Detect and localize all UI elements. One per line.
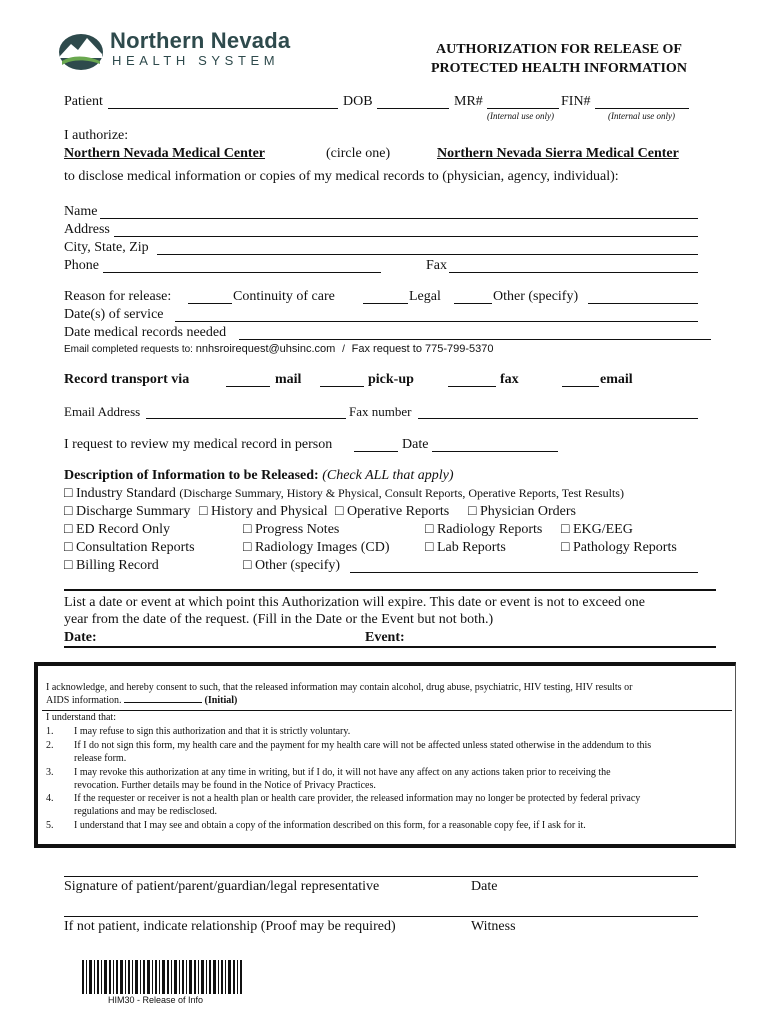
mr-note: (Internal use only) (487, 111, 554, 121)
legal-blank[interactable] (363, 303, 408, 304)
name-label: Name (64, 204, 98, 219)
check-operative-reports[interactable] (335, 504, 449, 520)
dates-of-service-label: Date(s) of service (64, 307, 164, 322)
item-text: release form. (74, 753, 127, 764)
check-billing-record[interactable] (64, 558, 159, 574)
continuity-blank[interactable] (188, 303, 232, 304)
understand-label: I understand that: (46, 712, 116, 723)
consent-line2 (46, 695, 237, 706)
check-ekg-eeg[interactable] (561, 522, 633, 538)
checkbox-icon[interactable]: □ (199, 504, 208, 519)
check-label: Operative Reports (346, 504, 450, 519)
checkbox-icon[interactable]: □ (64, 504, 73, 519)
facility-option-nnmc[interactable]: Northern Nevada Medical Center (64, 146, 266, 161)
barcode-caption: HIM30 - Release of Info (108, 995, 204, 1005)
checkbox-icon[interactable]: □ (243, 558, 252, 573)
check-radiology-images[interactable] (243, 540, 390, 556)
mountain-logo-icon (58, 28, 104, 72)
initial-label: (Initial) (204, 695, 238, 706)
expiration-date-label: Date: (64, 630, 97, 645)
signature-date-label: Date (471, 879, 498, 894)
expiration-text-line2: year from the date of the request. (Fill in the Date or the Event but not both.) (64, 612, 494, 627)
item-text: I may revoke this authorization at any time in writing, but if I do, it will not have any affect on any actions taken prior to receiving the (74, 767, 611, 778)
transport-fax: fax (500, 372, 519, 387)
expiration-date-event-field[interactable] (64, 646, 716, 648)
email-blank[interactable] (562, 386, 599, 387)
item-number: 2. (46, 740, 54, 751)
checkbox-icon[interactable]: □ (561, 522, 570, 537)
relationship-label: If not patient, indicate relationship (Proof may be required) (64, 919, 396, 934)
dates-of-service-field[interactable] (175, 321, 698, 322)
expiration-event-label: Event: (365, 630, 405, 645)
check-history-physical[interactable] (199, 504, 328, 520)
acknowledgement-box (34, 662, 736, 848)
city-state-zip-field[interactable] (157, 254, 698, 255)
other-blank[interactable] (454, 303, 492, 304)
city-state-zip-label: City, State, Zip (64, 240, 149, 255)
item-text: I understand that I may see and obtain a copy of the information described on this form, for a reasonable copy fee, if I ask for it. (74, 820, 586, 831)
checkbox-icon[interactable]: □ (561, 540, 570, 555)
checkbox-icon[interactable]: □ (243, 540, 252, 555)
patient-field[interactable] (108, 108, 338, 109)
date-needed-label: Date medical records needed (64, 325, 227, 340)
barcode-icon (82, 960, 242, 994)
fax-request: Fax request to 775-799-5370 (351, 343, 494, 355)
fin-field[interactable] (595, 108, 689, 109)
relationship-field[interactable] (64, 916, 698, 917)
review-date-label: Date (402, 437, 429, 452)
pickup-blank[interactable] (320, 386, 364, 387)
review-blank[interactable] (354, 451, 398, 452)
review-text: I request to review my medical record in person (64, 437, 333, 452)
consent-line2-text: AIDS information. (46, 695, 122, 706)
check-label: Progress Notes (254, 522, 340, 537)
reason-legal: Legal (409, 289, 441, 304)
item-text: If I do not sign this form, my health care and the payment for my health care will not be affected unless stated otherwise in the addendum to this (74, 740, 652, 751)
item-text: If the requester or receiver is not a health plan or health care provider, the released information may no longer be protected by federal privacy (74, 793, 641, 804)
expiration-text-line1: List a date or event at which point this Authorization will expire. This date or event is not to exceed one (64, 595, 645, 610)
description-heading-note: (Check ALL that apply) (322, 468, 454, 483)
check-label: Discharge Summary (75, 504, 191, 519)
signature-label: Signature of patient/parent/guardian/legal representative (64, 879, 380, 894)
reason-other: Other (specify) (493, 289, 579, 304)
reason-continuity: Continuity of care (233, 289, 335, 304)
item-text: revocation. Further details may be found in the Notice of Privacy Practices. (74, 780, 376, 791)
other-specify-field[interactable] (588, 303, 698, 304)
item-number: 4. (46, 793, 54, 804)
check-label: Radiology Images (CD) (254, 540, 390, 555)
name-field[interactable] (100, 218, 698, 219)
item-number: 5. (46, 820, 54, 831)
box-divider (42, 710, 732, 711)
check-label: Billing Record (75, 558, 159, 573)
check-consultation-reports[interactable] (64, 540, 195, 556)
check-label: Lab Reports (436, 540, 506, 555)
checkbox-icon[interactable]: □ (64, 522, 73, 537)
item-text: I may refuse to sign this authorization and that it is strictly voluntary. (74, 726, 351, 737)
logo-subtitle: HEALTH SYSTEM (112, 53, 280, 68)
reason-label: Reason for release: (64, 289, 172, 304)
transport-email: email (600, 372, 633, 387)
check-label: ED Record Only (75, 522, 171, 537)
fax-blank[interactable] (448, 386, 496, 387)
transport-mail: mail (275, 372, 302, 387)
industry-standard-detail: (Discharge Summary, History & Physical, Consult Reports, Operative Reports, Test Results) (179, 486, 624, 500)
fax-number-field[interactable] (418, 418, 698, 419)
email-address-label: Email Address (64, 404, 141, 419)
checkbox-icon[interactable]: □ (64, 486, 73, 501)
review-date-field[interactable] (432, 451, 558, 452)
transport-label: Record transport via (64, 372, 190, 387)
check-pathology-reports[interactable] (561, 540, 677, 556)
item-number: 1. (46, 726, 54, 737)
checkbox-icon[interactable]: □ (425, 540, 434, 555)
separator: / (342, 344, 345, 355)
phone-field[interactable] (103, 272, 381, 273)
email-note-prefix: Email completed requests to: (64, 344, 193, 355)
checkbox-icon[interactable]: □ (64, 558, 73, 573)
item-number: 3. (46, 767, 54, 778)
check-other-specify[interactable] (243, 558, 340, 574)
dob-field[interactable] (377, 108, 449, 109)
transport-pickup: pick-up (368, 372, 414, 387)
form-title-line1: AUTHORIZATION FOR RELEASE OF (436, 42, 682, 57)
address-label: Address (64, 222, 110, 237)
authorize-label: I authorize: (64, 128, 129, 143)
checkbox-icon[interactable]: □ (425, 522, 434, 537)
checkbox-icon[interactable]: □ (243, 522, 252, 537)
check-label: Pathology Reports (572, 540, 677, 555)
check-label: Other (specify) (254, 558, 341, 573)
check-label: EKG/EEG (572, 522, 633, 537)
check-discharge-summary[interactable] (64, 504, 190, 520)
checkbox-icon[interactable]: □ (64, 540, 73, 555)
item-text: regulations and may be redisclosed. (74, 806, 218, 817)
fin-note: (Internal use only) (608, 111, 675, 121)
checkbox-icon[interactable]: □ (335, 504, 344, 519)
checkbox-icon[interactable]: □ (468, 504, 477, 519)
form-title-line2: PROTECTED HEALTH INFORMATION (431, 61, 687, 76)
check-progress-notes[interactable] (243, 522, 339, 538)
mr-field[interactable] (487, 108, 559, 109)
check-label: Consultation Reports (75, 540, 195, 555)
industry-standard-item[interactable] (64, 486, 624, 502)
fax-field[interactable] (449, 272, 698, 273)
email-address: nnhsroirequest@uhsinc.com (195, 343, 336, 355)
phone-label: Phone (64, 258, 99, 273)
circle-one-note: (circle one) (326, 146, 391, 161)
divider (64, 589, 716, 591)
description-heading (64, 468, 454, 484)
fax-label: Fax (426, 258, 447, 273)
signature-field[interactable] (64, 876, 698, 877)
check-label: History and Physical (210, 504, 328, 519)
industry-standard-label: Industry Standard (75, 486, 176, 501)
witness-label: Witness (471, 919, 516, 934)
check-label: Physician Orders (479, 504, 577, 519)
other-specify-line[interactable] (350, 572, 698, 573)
email-address-field[interactable] (146, 418, 346, 419)
address-field[interactable] (114, 236, 698, 237)
fin-label: FIN# (561, 94, 591, 109)
mr-label: MR# (454, 94, 483, 109)
check-label: Radiology Reports (436, 522, 543, 537)
patient-label: Patient (64, 94, 103, 109)
initial-field[interactable] (124, 702, 202, 703)
fax-number-label: Fax number (349, 404, 412, 419)
description-heading-text: Description of Information to be Released: (64, 468, 319, 483)
logo (58, 28, 298, 72)
check-radiology-reports[interactable] (425, 522, 542, 538)
dob-label: DOB (343, 94, 373, 109)
check-ed-record[interactable] (64, 522, 170, 538)
facility-option-nnsmc[interactable]: Northern Nevada Sierra Medical Center (437, 146, 679, 161)
consent-line1: I acknowledge, and hereby consent to such, that the released information may contain alcohol, drug abuse, psychiatric, HIV testing, HIV results or (46, 682, 633, 693)
email-note (64, 343, 494, 355)
check-lab-reports[interactable] (425, 540, 506, 556)
disclose-text: to disclose medical information or copies of my medical records to (physician, agency, individual): (64, 169, 619, 184)
logo-name: Northern Nevada (110, 28, 291, 53)
mail-blank[interactable] (226, 386, 270, 387)
check-physician-orders[interactable] (468, 504, 576, 520)
date-needed-field[interactable] (239, 339, 711, 340)
